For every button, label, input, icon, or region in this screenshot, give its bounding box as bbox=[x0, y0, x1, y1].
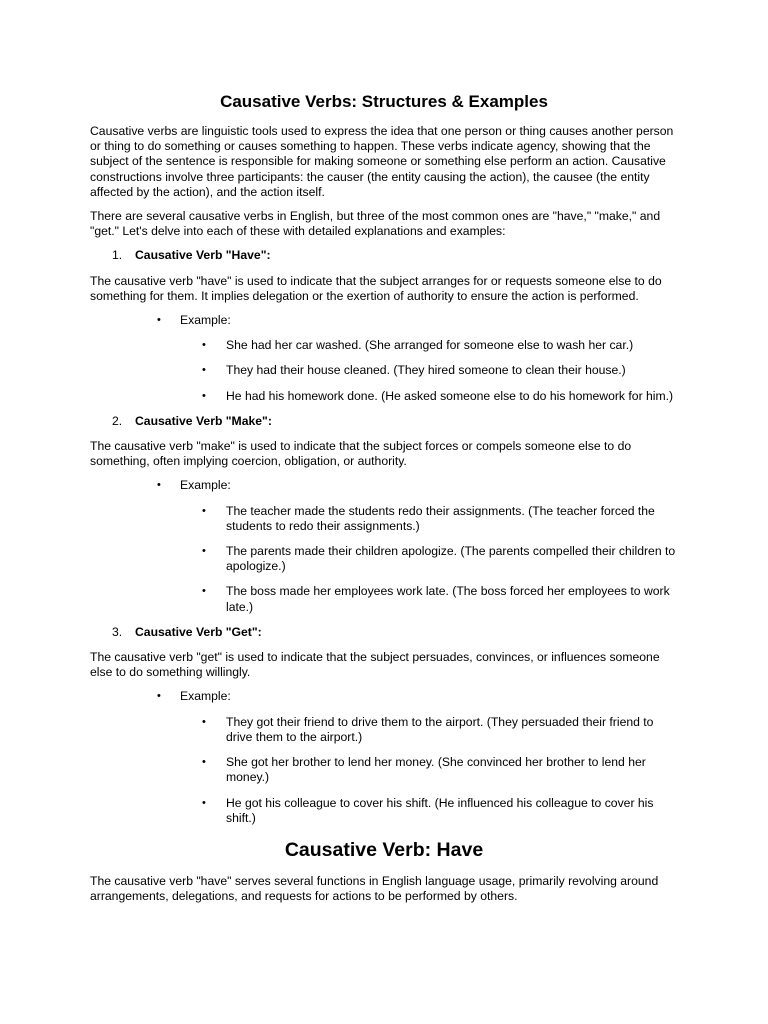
example-list bbox=[90, 338, 678, 404]
intro-paragraph: Causative verbs are linguistic tools used to express the idea that one person or thing causes another person or thing to do something or causes something to happen. These verbs indicate agency, showing that the subject of the sentence is responsible for making someone or something else perform an action. Causative constructions involve three participants: the causer (the entity causing the action), the causee (the entity affected by the action), and the action itself. bbox=[90, 124, 674, 199]
example-list bbox=[90, 715, 678, 826]
subsection-paragraph: The causative verb "have" serves several functions in English language usage, primarily revolving around arrangements, delegations, and requests for actions to be performed by others. bbox=[90, 873, 659, 904]
subsection-title: Causative Verb: Have bbox=[284, 838, 484, 861]
list-item bbox=[202, 389, 678, 404]
section-description: The causative verb "get" is used to indicate that the subject persuades, convinces, or influences someone else to do something willingly. bbox=[90, 650, 660, 680]
example-label: Example: bbox=[180, 689, 231, 704]
section-heading-get bbox=[90, 625, 678, 640]
list-number: 2. bbox=[112, 413, 123, 428]
example-text: They had their house cleaned. (They hired someone to clean their house.) bbox=[226, 363, 626, 378]
example-list bbox=[90, 504, 678, 615]
bullet-icon: • bbox=[157, 314, 161, 327]
list-item bbox=[202, 338, 678, 353]
example-text: She got her brother to lend her money. (She convinced her brother to lend her money.) bbox=[226, 755, 646, 785]
list-item bbox=[202, 504, 678, 534]
bullet-icon: • bbox=[202, 545, 206, 558]
bullet-icon: • bbox=[157, 690, 161, 703]
example-label: Example: bbox=[180, 478, 231, 493]
bullet-icon: • bbox=[202, 796, 206, 809]
example-text: The boss made her employees work late. (The boss forced her employees to work late.) bbox=[226, 584, 670, 614]
section-heading-text: Causative Verb "Get": bbox=[135, 624, 262, 639]
section-description: The causative verb "make" is used to indicate that the subject forces or compels someone else to do something, often implying coercion, obligation, or authority. bbox=[90, 439, 632, 469]
example-text: The teacher made the students redo their assignments. (The teacher forced the students to redo their assignments.) bbox=[226, 503, 655, 533]
list-item bbox=[202, 715, 678, 745]
bullet-icon: • bbox=[202, 715, 206, 728]
list-item bbox=[202, 363, 678, 378]
example-text: He got his colleague to cover his shift. (He influenced his colleague to cover his shift.) bbox=[226, 795, 654, 825]
bullet-icon: • bbox=[202, 504, 206, 517]
list-number: 1. bbox=[112, 248, 123, 263]
example-text: The parents made their children apologize. (The parents compelled their children to apologize.) bbox=[226, 544, 676, 574]
example-label: Example: bbox=[180, 313, 231, 328]
section-heading-text: Causative Verb "Have": bbox=[135, 248, 271, 263]
section-description: The causative verb "have" is used to indicate that the subject arranges for or requests someone else to do something for them. It implies delegation or the exertion of authority to ensure the action is performed. bbox=[90, 273, 662, 303]
list-item bbox=[202, 796, 678, 826]
bullet-icon: • bbox=[202, 339, 206, 352]
list-number: 3. bbox=[112, 624, 123, 639]
intro-paragraph: There are several causative verbs in English, but three of the most common ones are "have," "make," and "get." Let's delve into each of these with detailed explanations and examples: bbox=[90, 209, 661, 239]
section-heading-make bbox=[90, 414, 678, 429]
example-label-row bbox=[90, 689, 678, 704]
bullet-icon: • bbox=[202, 756, 206, 769]
example-text: They got their friend to drive them to the airport. (They persuaded their friend to drive them to the airport.) bbox=[226, 714, 654, 744]
example-label-row bbox=[90, 478, 678, 493]
bullet-icon: • bbox=[202, 585, 206, 598]
list-item bbox=[202, 544, 678, 574]
example-text: He had his homework done. (He asked someone else to do his homework for him.) bbox=[226, 388, 674, 403]
example-label-row bbox=[90, 313, 678, 328]
bullet-icon: • bbox=[202, 364, 206, 377]
section-heading-text: Causative Verb "Make": bbox=[135, 413, 272, 428]
section-heading-have bbox=[90, 248, 678, 263]
document-title: Causative Verbs: Structures & Examples bbox=[220, 92, 548, 111]
example-text: She had her car washed. (She arranged for someone else to wash her car.) bbox=[226, 338, 634, 353]
bullet-icon: • bbox=[202, 389, 206, 402]
bullet-icon: • bbox=[157, 479, 161, 492]
list-item bbox=[202, 584, 678, 614]
list-item bbox=[202, 755, 678, 785]
